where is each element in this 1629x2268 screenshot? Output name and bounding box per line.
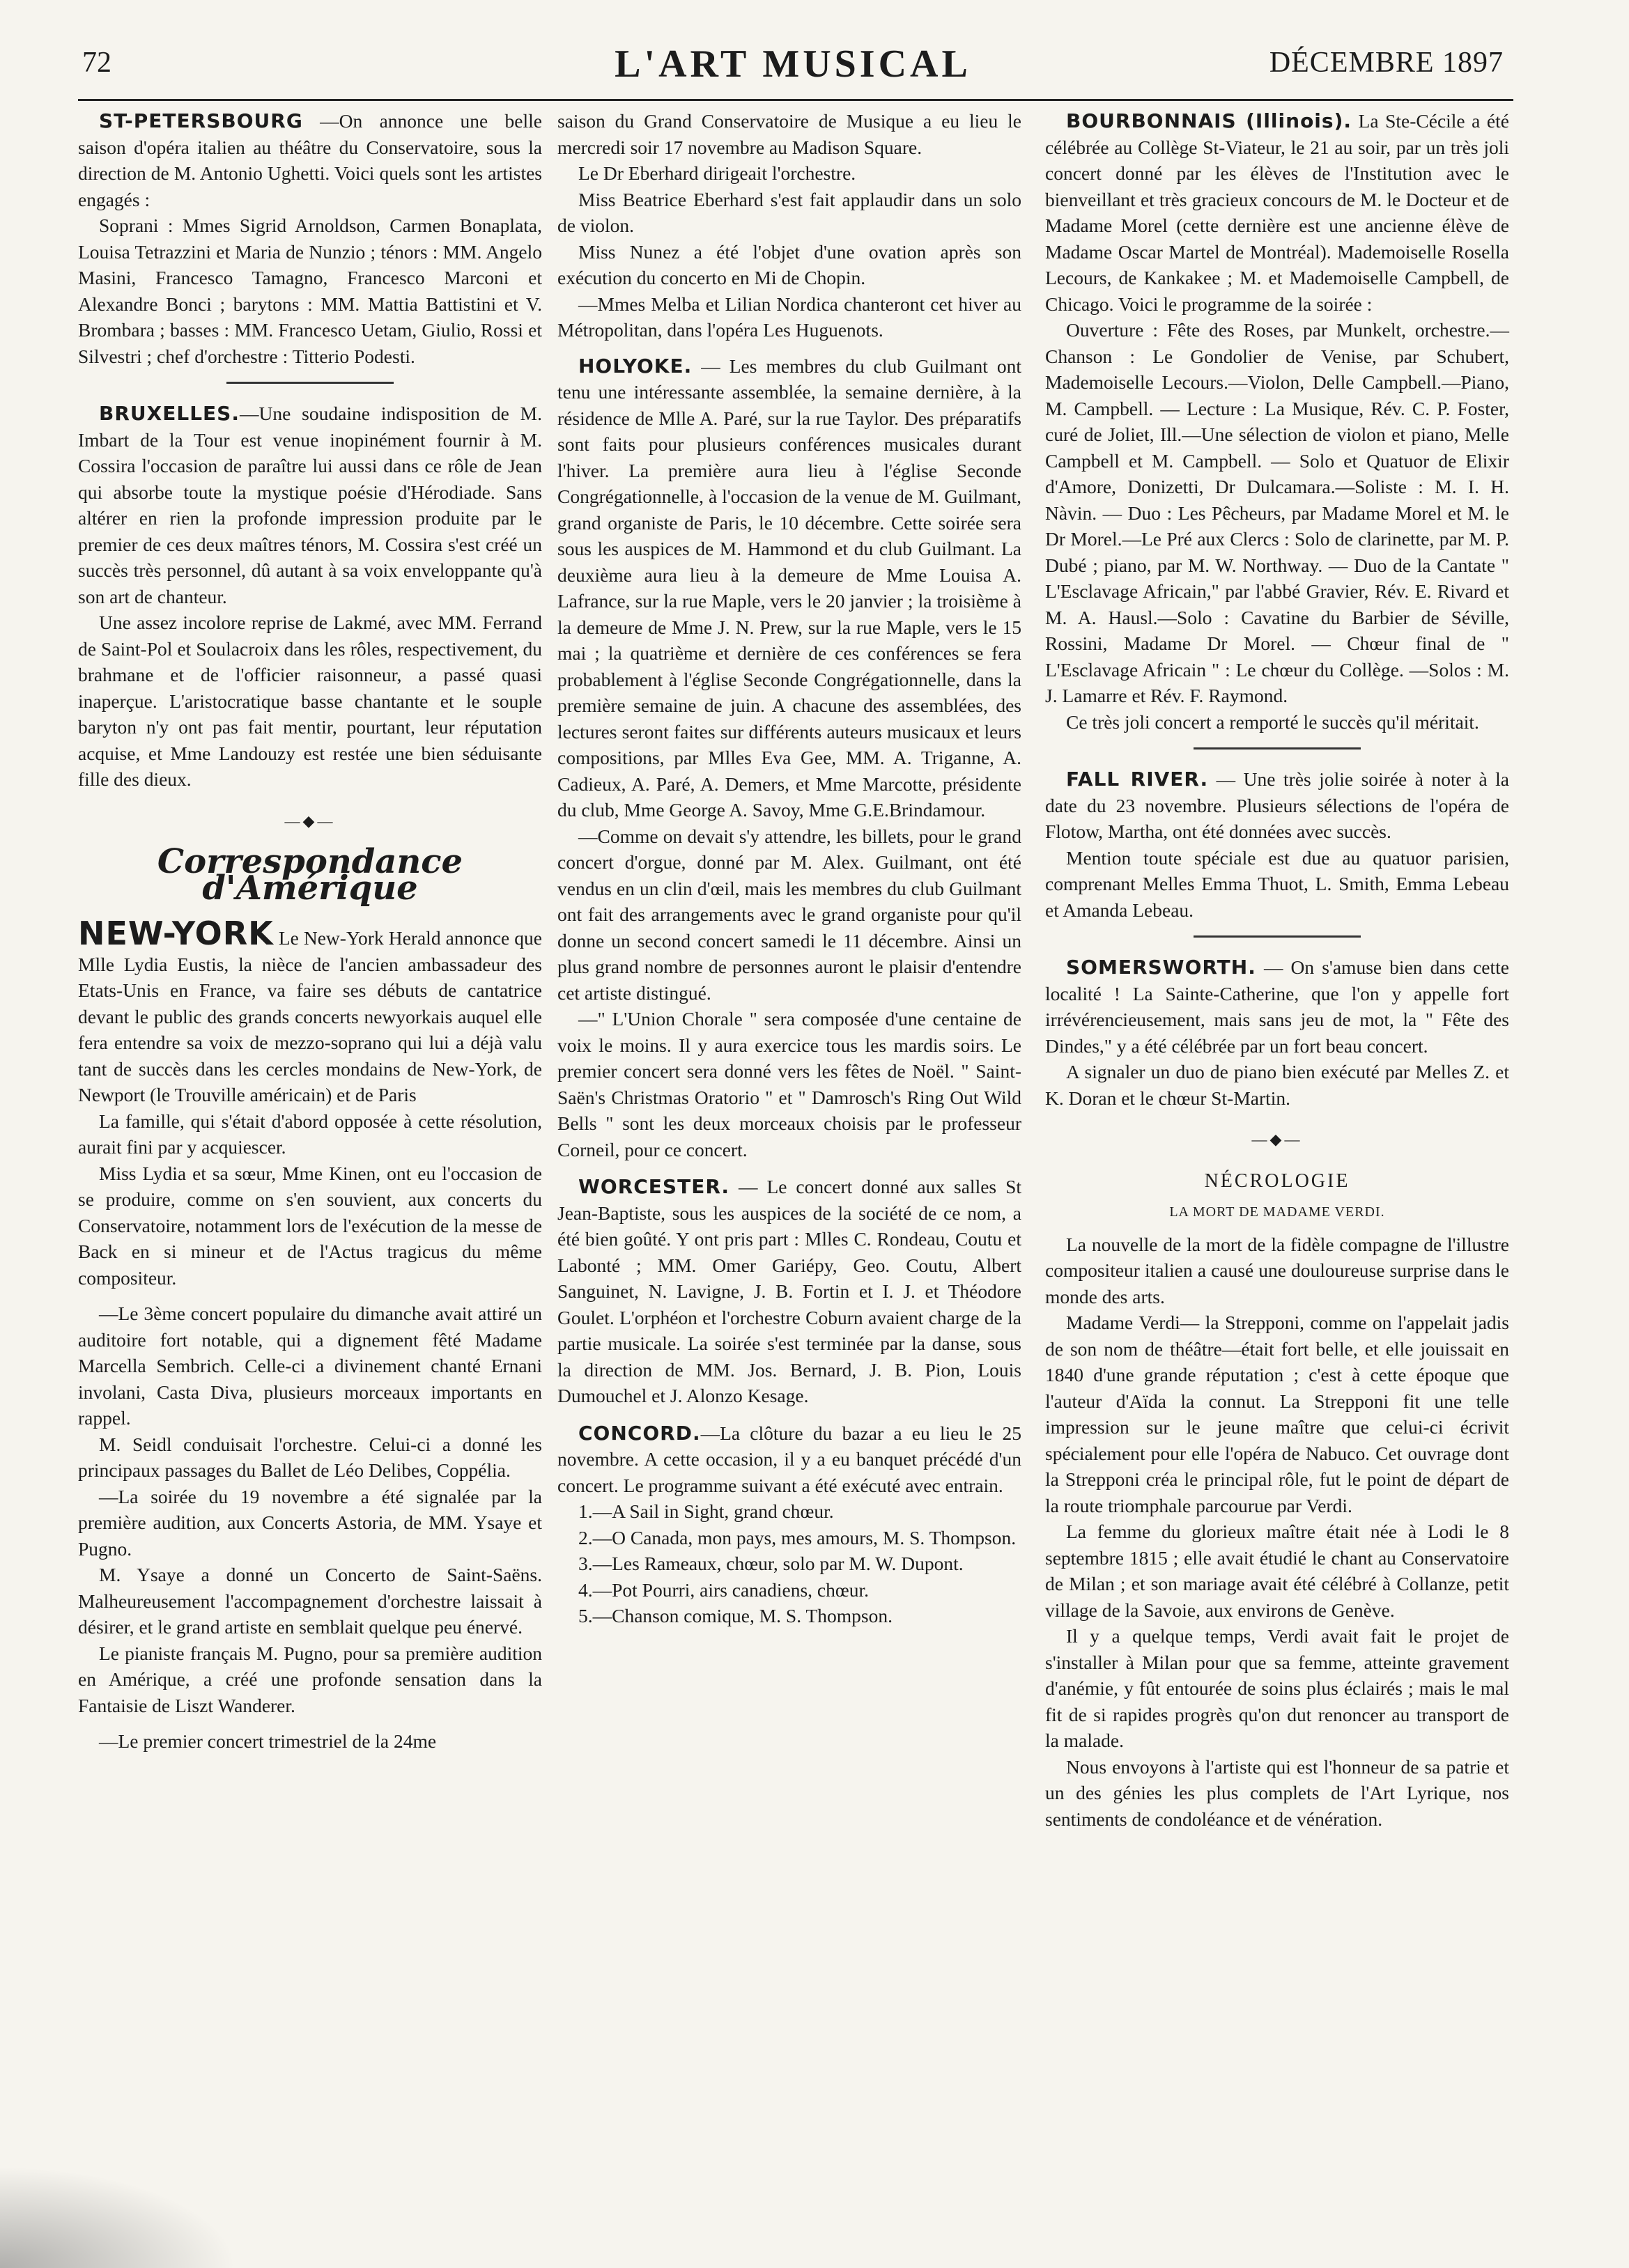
heading-concord: CONCORD. (578, 1421, 701, 1445)
program-item: 2.—O Canada, mon pays, mes amours, M. S. Thompson. (578, 1526, 1017, 1548)
separator (226, 382, 394, 384)
article-holyoke: HOLYOKE. — Les membres du club Guilmant ont tenu une intéressante assemblée, la semaine dernière, à la résidence de Mlle A. Paré, sur la rue Taylor. Des préparatifs sont faits pour plusieurs conférences musicales durant l'hiver. La première aura lieu à l'église Seconde Congrégationnelle, à l'occasion de la venue de M. Guilmant, grand organiste de Paris, le 10 décembre. Cette soirée sera sous les auspices de M. Hammond et du club Guilmant. La deuxième aura lieu à la demeure de Mme Louisa A. Lafrance, sur la rue Maple, vers le 20 janvier ; la troisième à la demeure de Mme J. N. Prew, sur la rue Maple, vers le 15 mai ; la quatrième et dernière de ces conférences se fera probablement à l'église Seconde Congrégationnelle, dans la première semaine de juin. A chacune des assemblées, des lectures seront faites sur différents auteurs musicaux et leurs compositions, par Mlles Eva Gee, MM. A. Triganne, A. Cadieux, A. Paré, A. Demers, et Mme Marcotte, présidente du club, Mme George A. Savoy, Mme G.E.Brindamour. (557, 354, 1022, 821)
paragraph: —Mmes Melba et Lilian Nordica chanteront cet hiver au Métropolitan, dans l'opéra Les Huguenots. (557, 293, 1021, 341)
article-bruxelles: BRUXELLES.—Une soudaine indisposition de M. Imbart de la Tour est venue inopinément fournir à M. Cossira l'occasion de paraître lui aussi dans ce rôle de Jean qui absorbe toute la mystique poésie d'Hérodiade. Sans altérer en rien la profonde impression produite par le premier de ces deux maîtres ténors, M. Cossira s'est créé un succès très personnel, dû autant à sa voix enveloppante qu'à son art de chanteur. (78, 402, 542, 607)
article-bourbonnais: BOURBONNAIS (Illinois). La Ste-Cécile a été célébrée au Collège St-Viateur, le 21 au soir, par un très joli concert donné par les élèves de l'Institution avec le bienveillant et très gracieux concours de M. le Docteur et de Madame Morel (cette dernière est une ancienne élève de Madame Oscar Martel de Montréal). Mademoiselle Rosella Lecours, de Kankakee ; M. et Mademoiselle Campbell, de Chicago. Voici le programme de la soirée : (1045, 109, 1509, 315)
article-worcester: WORCESTER. — Le concert donné aux salles St Jean-Baptiste, sous les auspices de la société de ce nom, a été bien goûté. Y ont pris part : Mlles C. Rondeau, Coutu et Labonté ; MM. Omer Gariépy, Geo. Coutu, Albert Sanguinet, N. Lavigne, J. B. Fortin et I. J. et Théodore Goulet. L'orphéon et l'orchestre Coburn avaient charge de la partie musicale. La soirée s'est terminée par la danse, sous la direction de MM. Jos. Bernard, J. B. Pion, Louis Dumouchel et J. Alonzo Kesage. (557, 1175, 1022, 1406)
paragraph: Miss Nunez a été l'objet d'une ovation après son exécution du concerto en Mi de Chopin. (557, 240, 1021, 288)
paragraph: Ouverture : Fête des Roses, par Munkelt, orchestre.—Chanson : Le Gondolier de Venise, par Schubert, Mademoiselle Lecours.—Violon, Delle Campbell.—Piano, M. Campbell. — Lecture : La Musique, Rév. C. P. Foster, curé de Joliet, Ill.—Une sélection de violon et piano, Melle Campbell et M. Campbell. — Solo et Quatuor de Elixir d'Amore, Donizetti, Dr Dulcamara.—Soliste : M. I. H. Nàvin. — Duo : Les Pêcheurs, par Madame Morel et M. le Dr Morel.—Le Pré aux Clercs : Solo de clarinette, par M. P. Dubé ; piano, par M. W. Northway. — Duo de la Cantate " L'Esclavage Africain," par l'abbé Gravier, Rév. E. Rivard et M. A. Hausl.—Solo : Cavatine du Barbier de Séville, Rossini, Madame Dr Morel. — Chœur final de " L'Esclavage Africain " : Le chœur du Collège. —Solos : M. J. Lamarre et Rév. F. Raymond. (1045, 319, 1509, 706)
separator (1194, 747, 1361, 749)
article-new-york: NEW-YORK Le New-York Herald annonce que Mlle Lydia Eustis, la nièce de l'ancien ambassadeur des Etats-Unis en France, va faire ses débuts de cantatrice devant le public des grands concerts newyorkais auquel elle fera entendre sa voix de mezzo-soprano qui lui a déjà valu tant de succès dans les cercles mondains de New-York, de Newport (le Trouville américain) et de Paris (78, 915, 542, 1105)
paragraph: La nouvelle de la mort de la fidèle compagne de l'illustre compositeur italien a causé une douloureuse surprise dans le monde des arts. (1045, 1233, 1509, 1307)
necrologie-title: NÉCROLOGIE (1204, 1170, 1350, 1192)
section-title-correspondance: Correspondance d'Amérique (157, 842, 463, 908)
paragraph: Le Dr Eberhard dirigeait l'orchestre. (578, 162, 856, 184)
paragraph: —Comme on devait s'y attendre, les billets, pour le grand concert d'orgue, donné par M. Alex. Guilmant, ont été vendus en un clin d'œil, mais les membres du club Guilmant ont fait des arrangements avec le grand organiste pour qu'il donne un second concert samedi le 11 décembre. Ainsi un plus grand nombre de personnes auront le plaisir d'entendre cet artiste distingué. (557, 825, 1021, 1004)
paragraph: La famille, qui s'était d'abord opposée à cette résolution, aurait fini par y acquiescer. (78, 1110, 542, 1158)
paper-stain (0, 2166, 237, 2268)
ornament: —◆— (1251, 1131, 1303, 1148)
paragraph: Ce très joli concert a remporté le succès qu'il méritait. (1066, 710, 1479, 733)
paragraph: Soprani : Mmes Sigrid Arnoldson, Carmen Bonaplata, Louisa Tetrazzini et Maria de Nunzio ; ténors : MM. Angelo Masini, Francesco Tamagno, Francesco Marconi et Alexandre Bonci ; barytons : MM. Mattia Battistini et V. Brombara ; basses : MM. Francesco Uetam, Giulio, Rossi et Silvestri ; chef d'orchestre : Titterio Podesti. (78, 215, 542, 367)
article-somersworth: SOMERSWORTH. — On s'amuse bien dans cette localité ! La Sainte-Catherine, que l'on y appelle fort irrévérencieusement, mais sans jeu de mot, la " Fête des Dindes," y a été célébrée par un fort beau concert. (1045, 956, 1509, 1057)
heading-worcester: WORCESTER. (578, 1175, 730, 1198)
heading-st-petersbourg: ST-PETERSBOURG (99, 109, 303, 132)
page-number: 72 (82, 47, 111, 79)
program-item: 5.—Chanson comique, M. S. Thompson. (578, 1605, 893, 1626)
article-fall-river: FALL RIVER. — Une très jolie soirée à noter à la date du 23 novembre. Plusieurs sélections de l'opéra de Flotow, Martha, ont été données avec succès. (1045, 768, 1510, 842)
ornament: —◆— (284, 811, 336, 830)
paragraph: —Le premier concert trimestriel de la 24me (99, 1730, 437, 1752)
paragraph: Mention toute spéciale est due au quatuor parisien, comprenant Melles Emma Thuot, L. Smith, Emma Lebeau et Amanda Lebeau. (1045, 846, 1509, 921)
program-item: 4.—Pot Pourri, airs canadiens, chœur. (578, 1578, 870, 1601)
paragraph: Une assez incolore reprise de Lakmé, avec MM. Ferrand de Saint-Pol et Soulacroix dans les rôles, respectivement, du brahmane et de l'officier raisonneur, a passé quasi inaperçue. L'aristocratique basse chantante et le souple baryton n'y ont pas fait mentir, pourtant, leur réputation acquise, et Mme Landouzy est restée une bien séduisante fille des dieux. (78, 612, 542, 790)
paragraph: Madame Verdi— la Strepponi, comme on l'appelait jadis de son nom de théâtre—était fort belle, et elle jouissait en 1840 d'une grande réputation ; c'est à cette époque que l'auteur d'Aïda la connut. La Strepponi fit une telle impression sur le jeune maître que celui-ci écrivit spécialement pour elle l'opéra de Nabuco. Cet ouvrage dont la Strepponi créa le principal rôle, fut le point de départ de la route triomphale parcourue par Verdi. (1045, 1312, 1509, 1516)
paragraph: A signaler un duo de piano bien exécuté par Melles Z. et K. Doran et le chœur St-Martin. (1045, 1061, 1509, 1109)
paragraph: Miss Beatrice Eberhard s'est fait applaudir dans un solo de violon. (557, 188, 1021, 236)
paragraph: Miss Lydia et sa sœur, Mme Kinen, ont eu l'occasion de se produire, comme on s'en souvient, aux concerts du Conservatoire, notamment lors de l'exécution de la messe de Back en si mineur et de l'Actus tragicus du même compositeur. (78, 1162, 542, 1289)
issue-date: DÉCEMBRE 1897 (1269, 47, 1504, 79)
heading-somersworth: SOMERSWORTH. (1066, 956, 1256, 979)
paragraph: La femme du glorieux maître était née à Lodi le 8 septembre 1815 ; elle avait étudié le chant au Conservatoire de Milan ; et son mariage avait été célébré à Collanze, petit village de la Savoie, aux environs de Genève. (1045, 1521, 1509, 1621)
program-item: 3.—Les Rameaux, chœur, solo par M. W. Dupont. (578, 1553, 964, 1574)
heading-holyoke: HOLYOKE. (578, 354, 693, 378)
necrologie-subtitle: LA MORT DE MADAME VERDI. (1169, 1204, 1385, 1220)
journal-title: L'ART MUSICAL (615, 42, 971, 86)
article-concord: CONCORD.—La clôture du bazar a eu lieu le 25 novembre. A cette occasion, il y a eu banquet précédé d'un concert. Le programme suivant a été exécuté avec entrain. (557, 1421, 1021, 1496)
header-rule (78, 99, 1513, 101)
column-1 (78, 108, 542, 1755)
paragraph: —Le 3ème concert populaire du dimanche avait attiré un auditoire fort notable, qui a dignement fêté Madame Marcella Sembrich. Celle-ci a divinement chanté Ernani involani, Casta Diva, plusieurs morceaux importants en rappel. (78, 1303, 542, 1429)
column-2 (557, 108, 1021, 1629)
paragraph: Nous envoyons à l'artiste qui est l'honneur de sa patrie et un des génies les plus complets de l'Art Lyrique, nos sentiments de condoléance et de vénération. (1045, 1755, 1509, 1830)
program-item: 1.—A Sail in Sight, grand chœur. (578, 1500, 834, 1522)
paragraph: M. Ysaye a donné un Concerto de Saint-Saëns. Malheureusement l'accompagnement d'orchestre laissait à désirer, et le grand artiste en semblait quelque peu énervé. (78, 1564, 542, 1638)
paragraph: —" L'Union Chorale " sera composée d'une centaine de voix le moins. Il y aura exercice tous les mardis soirs. Le premier concert sera donné vers les fêtes de Noël. " Saint-Saën's Christmas Oratorio " et " Damrosch's Ring Out Wild Bells " sont les deux morceaux choisis par le professeur Corneil, pour ce concert. (557, 1008, 1021, 1160)
column-3 (1045, 108, 1509, 1832)
article-st-petersbourg: ST-PETERSBOURG —On annonce une belle saison d'opéra italien au théâtre du Conservatoire, sous la direction de M. Antonio Ughetti. Voici quels sont les artistes engagés : (78, 109, 542, 210)
heading-bourbonnais: BOURBONNAIS (Illinois). (1066, 109, 1352, 132)
heading-bruxelles: BRUXELLES. (99, 402, 240, 425)
paragraph: —La soirée du 19 novembre a été signalée par la première audition, aux Concerts Astoria, de MM. Ysaye et Pugno. (78, 1485, 542, 1560)
paragraph: Le pianiste français M. Pugno, pour sa première audition en Amérique, a créé une profonde sensation dans la Fantaisie de Liszt Wanderer. (78, 1642, 542, 1716)
heading-fall-river: FALL RIVER. (1066, 768, 1209, 791)
heading-new-york: NEW-YORK (78, 915, 274, 952)
separator (1194, 935, 1361, 938)
page-header (82, 42, 1504, 98)
paragraph: Il y a quelque temps, Verdi avait fait le projet de s'installer à Milan pour que sa femme, atteinte gravement d'anémie, y fût entourée de soins plus éclairés ; mais le mal fit de si rapides progrès qu'on dut renoncer au transport de la malade. (1045, 1625, 1509, 1751)
paragraph: M. Seidl conduisait l'orchestre. Celui-ci a donné les principaux passages du Ballet de Léo Delibes, Coppélia. (78, 1433, 542, 1481)
paragraph: saison du Grand Conservatoire de Musique a eu lieu le mercredi soir 17 novembre au Madison Square. (557, 110, 1021, 158)
